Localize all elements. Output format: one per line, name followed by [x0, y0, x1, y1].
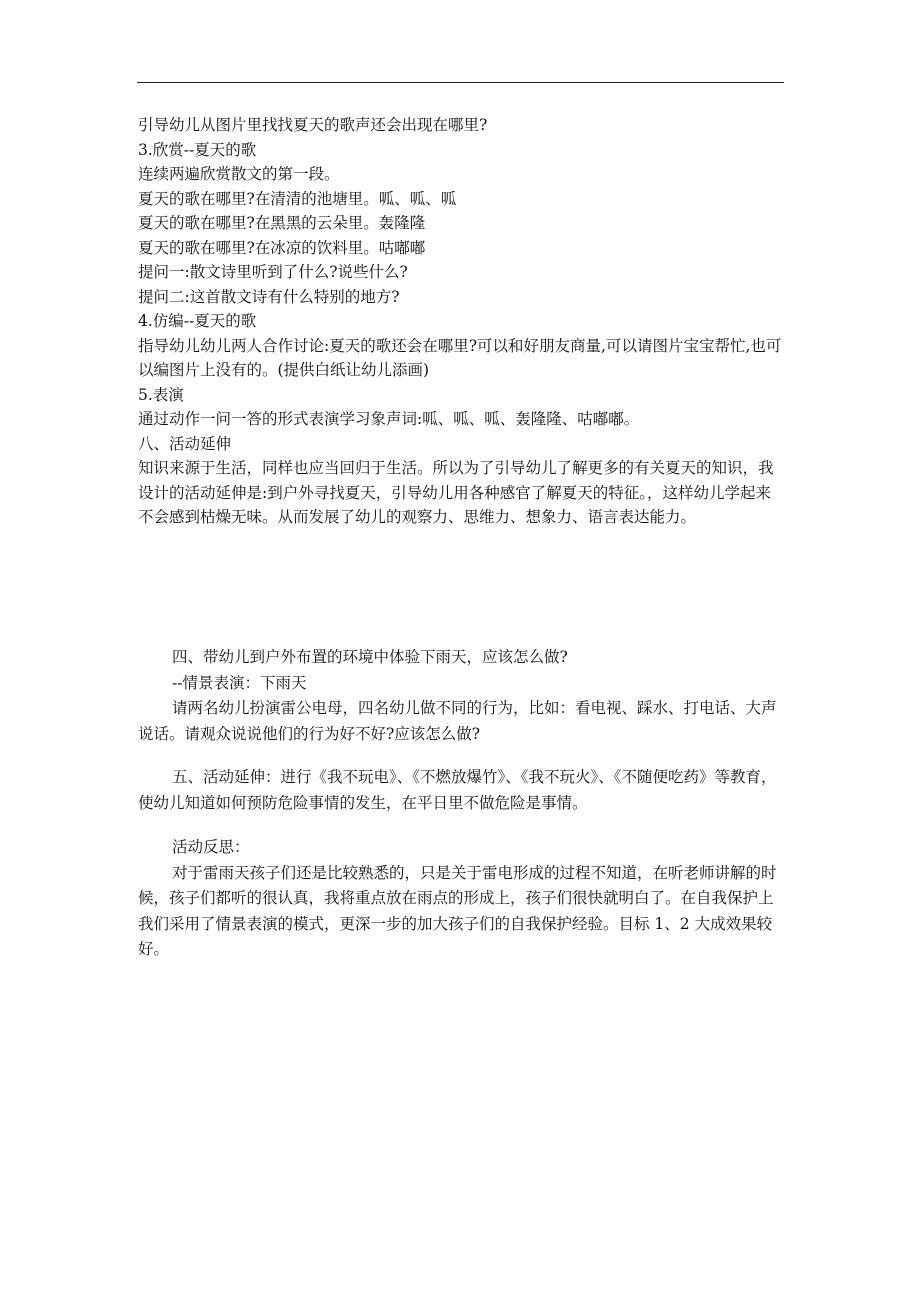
- step5-extension: 五、活动延伸：进行《我不玩电》、《不燃放爆竹》、《我不玩火》、《不随便吃药》等教育，使幼儿知道如何预防危险事情的发生，在平日里不做危险是事情。: [138, 768, 777, 812]
- poem-line-1: 夏天的歌在哪里?在清清的池塘里。呱、呱、呱: [138, 189, 457, 208]
- step3-heading: 3.欣赏--夏天的歌: [138, 140, 257, 159]
- step4-instruction: 指导幼儿幼儿两人合作讨论:夏天的歌还会在哪里?可以和好朋友商量,可以请图片宝宝帮忙,也可以编图片上没有的。(提供白纸让幼儿添画): [138, 336, 782, 379]
- reflection-title: 活动反思：: [172, 838, 250, 856]
- lesson-plan-part1: [138, 113, 786, 530]
- header-rule: [137, 82, 784, 83]
- step4-heading: 4.仿编--夏天的歌: [138, 312, 257, 330]
- prompt-line: 引导幼儿从图片里找找夏天的歌声还会出现在哪里?: [138, 116, 488, 134]
- step5-heading: 5.表演: [138, 385, 184, 404]
- outdoor-rain-activity: [138, 645, 786, 747]
- scene-title: --情景表演：下雨天: [172, 673, 307, 692]
- section8-body: 知识来源于生活，同样也应当回归于生活。所以为了引导幼儿了解更多的有关夏天的知识，我设计的活动延伸是:到户外寻找夏天，引导幼儿用各种感官了解夏天的特征。，这样幼儿学起来不会感到枯燥无味。从而发展了幼儿的观察力、思维力、想象力、语言表达能力。: [138, 459, 774, 526]
- poem-line-2: 夏天的歌在哪里?在黑黑的云朵里。轰隆隆: [138, 214, 426, 232]
- activity-extension: [138, 765, 786, 816]
- scene-body: 请两名幼儿扮演雷公电母，四名幼儿做不同的行为，比如：看电视、踩水、打电话、大声说话。请观众说说他们的行为好不好?应该怎么做?: [138, 699, 777, 743]
- step5-instruction: 通过动作一问一答的形式表演学习象声词:呱、呱、呱、轰隆隆、咕嘟嘟。: [138, 410, 640, 428]
- step3-instruction: 连续两遍欣赏散文的第一段。: [138, 165, 340, 183]
- question-2: 提问二:这首散文诗有什么特别的地方?: [138, 287, 400, 306]
- section8-heading: 八、活动延伸: [138, 434, 232, 453]
- poem-line-3: 夏天的歌在哪里?在冰凉的饮料里。咕嘟嘟: [138, 238, 426, 257]
- activity-reflection: [138, 835, 786, 963]
- question-1: 提问一:散文诗里听到了什么?说些什么?: [138, 263, 408, 281]
- reflection-body: 对于雷雨天孩子们还是比较熟悉的，只是关于雷电形成的过程不知道，在听老师讲解的时候，孩子们都听的很认真，我将重点放在雨点的形成上，孩子们很快就明白了。在自我保护上我们采用了情景表演的模式，更深一步的加大孩子们的自我保护经验。目标 1、2 大成效果较好。: [138, 863, 777, 958]
- step4-rain-title: 四、带幼儿到户外布置的环境中体验下雨天，应该怎么做?: [172, 648, 568, 666]
